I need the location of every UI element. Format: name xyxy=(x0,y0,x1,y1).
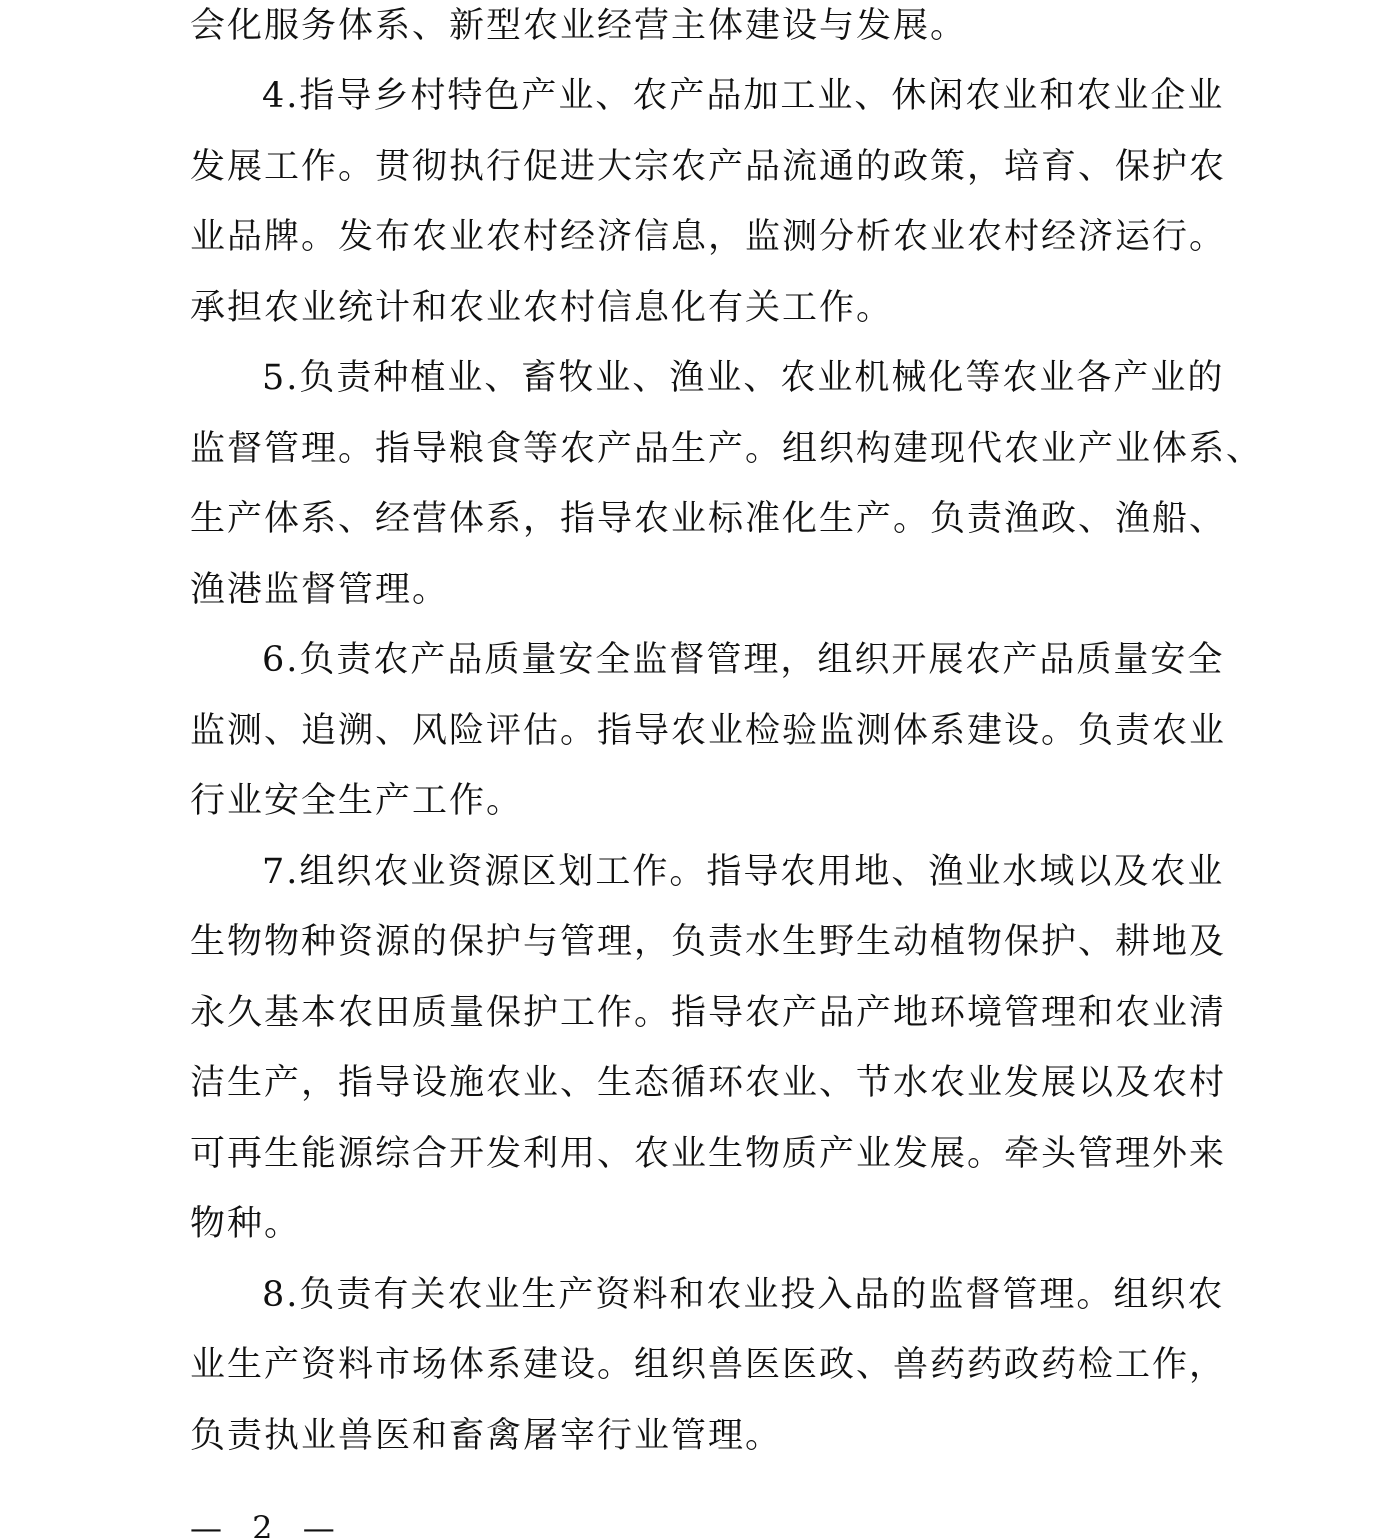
text-line: 生物物种资源的保护与管理，负责水生野生动植物保护、耕地及 xyxy=(190,922,1227,962)
text-line: 洁生产，指导设施农业、生态循环农业、节水农业发展以及农村 xyxy=(190,1063,1227,1103)
text-line: 业生产资料市场体系建设。组织兽医医政、兽药药政药检工作， xyxy=(190,1345,1227,1385)
text-line: 6.负责农产品质量安全监督管理，组织开展农产品质量安全 xyxy=(262,640,1225,680)
text-line: 负责执业兽医和畜禽屠宰行业管理。 xyxy=(190,1416,783,1456)
text-line: 5.负责种植业、畜牧业、渔业、农业机械化等农业各产业的 xyxy=(262,358,1225,398)
text-line: 业品牌。发布农业农村经济信息，监测分析农业农村经济运行。 xyxy=(190,217,1227,257)
text-line: 发展工作。贯彻执行促进大宗农产品流通的政策，培育、保护农 xyxy=(190,147,1227,187)
text-line: 4.指导乡村特色产业、农产品加工业、休闲农业和农业企业 xyxy=(262,76,1225,116)
text-line: 7.组织农业资源区划工作。指导农用地、渔业水域以及农业 xyxy=(262,852,1225,892)
text-line: 监测、追溯、风险评估。指导农业检验监测体系建设。负责农业 xyxy=(190,711,1227,751)
text-line: 承担农业统计和农业农村信息化有关工作。 xyxy=(190,288,894,328)
text-line: 可再生能源综合开发利用、农业生物质产业发展。牵头管理外来 xyxy=(190,1134,1227,1174)
text-line: 永久基本农田质量保护工作。指导农产品产地环境管理和农业清 xyxy=(190,993,1227,1033)
text-line: 物种。 xyxy=(190,1204,302,1244)
text-line: 渔港监督管理。 xyxy=(190,570,450,610)
page-number: — 2 — xyxy=(190,1509,345,1538)
text-line: 监督管理。指导粮食等农产品生产。组织构建现代农业产业体系、 xyxy=(190,429,1264,469)
text-line: 会化服务体系、新型农业经营主体建设与发展。 xyxy=(190,6,968,46)
text-line: 行业安全生产工作。 xyxy=(190,781,524,821)
text-line: 8.负责有关农业生产资料和农业投入品的监督管理。组织农 xyxy=(262,1275,1225,1315)
text-line: 生产体系、经营体系，指导农业标准化生产。负责渔政、渔船、 xyxy=(190,499,1227,539)
